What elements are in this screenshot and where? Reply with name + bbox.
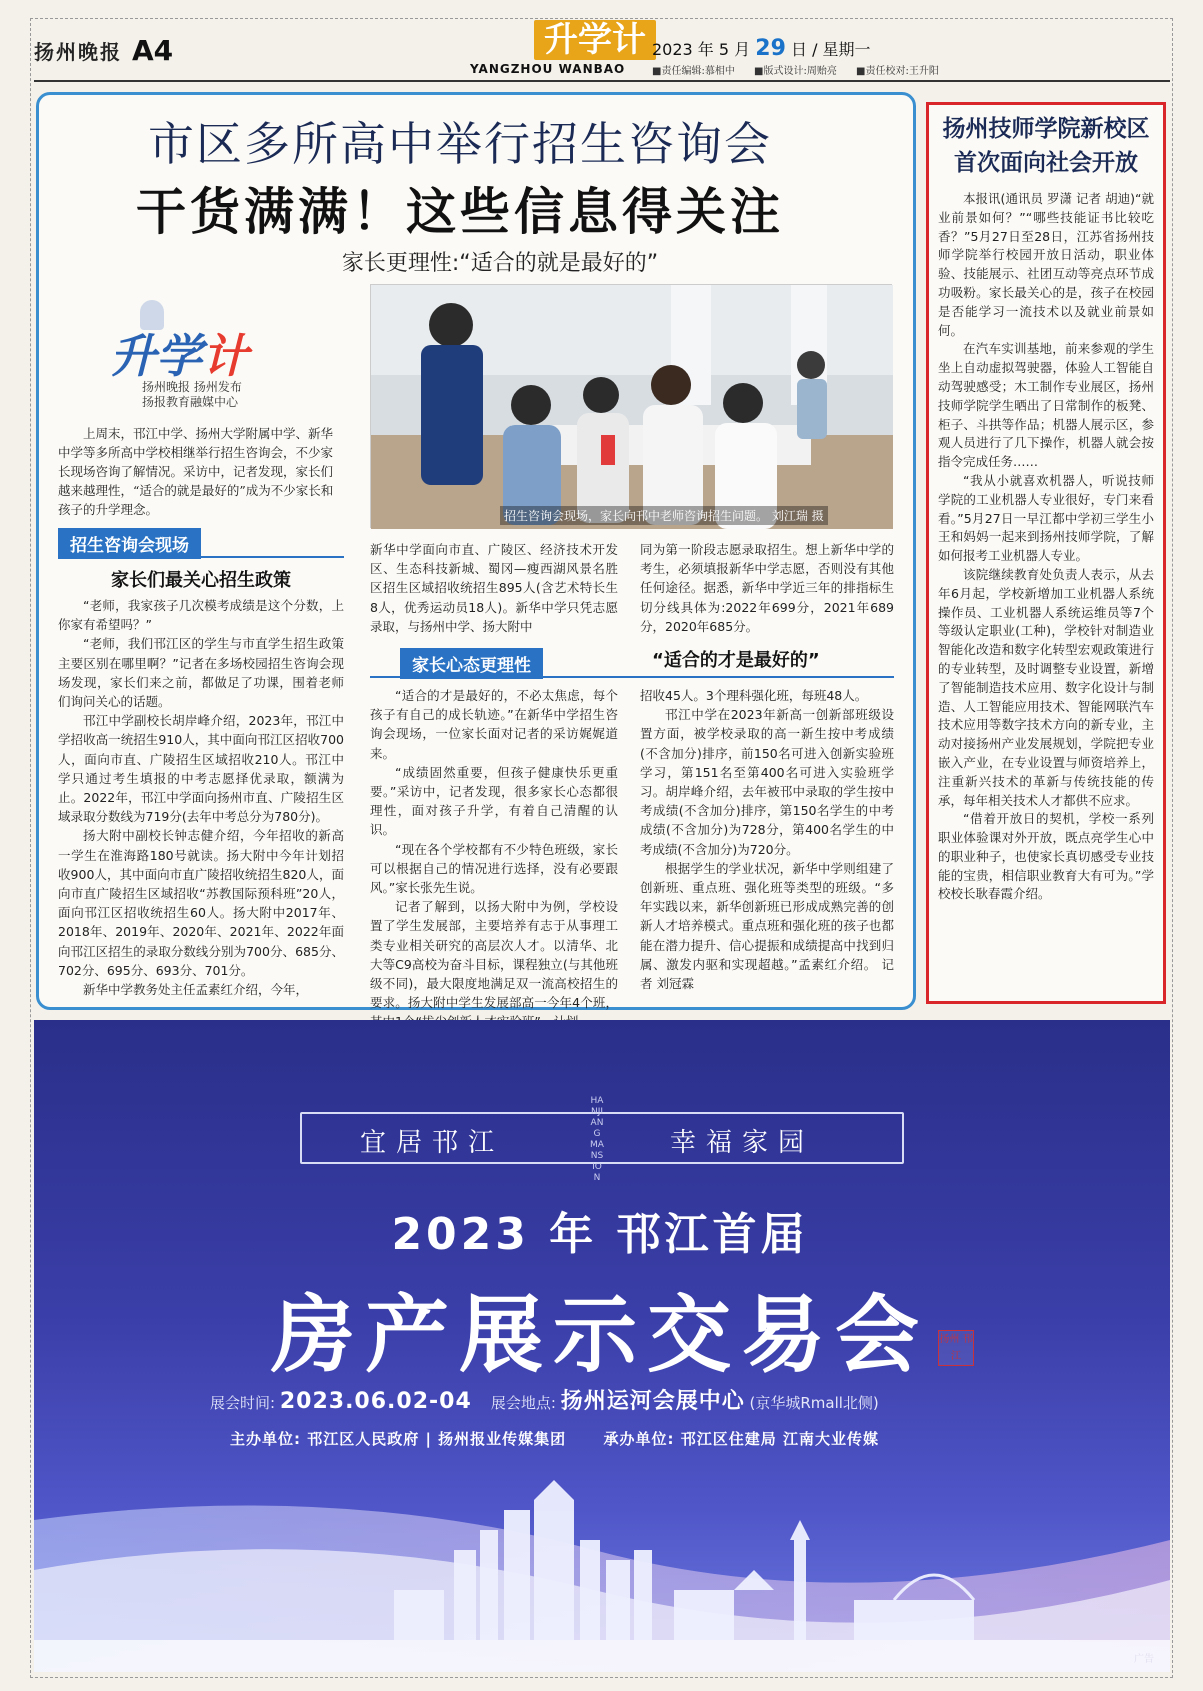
ad-organizer: 主办单位: 邗江区人民政府 | 扬州报业传媒集团 bbox=[230, 1430, 567, 1448]
issue-date bbox=[652, 36, 871, 61]
ad-label: 广告 bbox=[1134, 1654, 1154, 1665]
photo-illustration bbox=[371, 285, 893, 529]
ad-time-label: 展会时间: bbox=[210, 1394, 276, 1412]
paragraph: 邗江中学副校长胡岸峰介绍，2023年，邗江中学招收高一统招生910人，其中面向邗江区招收700人，面向市直、广陵招生区域招收210人。邗江中学只通过考生填报的中考志愿择优录取，额满为止。2022年，邗江中学面向扬州市直、广陵招生区域录取分数线为719分(去年中考总分为780分)。 bbox=[58, 713, 344, 825]
paragraph: 本报讯(通讯员 罗潇 记者 胡迪)“就业前景如何？”“哪些技能证书比较吃香？”5月27日至28日，江苏省扬州技师学院举行校园开放日活动，职业体验、技能展示、社团互动等亮点环节成功吸粉。家长最关心的是，孩子在校园是否能学习一流技术以及就业前景如何。 bbox=[938, 191, 1154, 338]
logo-text: 扬州晚报 bbox=[34, 40, 122, 64]
paragraph: 记者了解到，以扬大附中为例，学校设置了学生发展部，主要培养有志于从事理工类专业相关研究的高层次人才。以清华、北大等C9高校为奋斗目标，课程独立(与其他班级不同)，最大限度地满足双一流高校招生的要求。扬大附中学生发展部高一今年4个班， bbox=[370, 899, 618, 1011]
section-tag-consultation: 招生咨询会现场 bbox=[58, 528, 201, 559]
paragraph: 该院继续教育处负责人表示，从去年6月起，学校新增加工业机器人系统操作员、工业机器人系统运维员等7个等级认定职业(工种)，学校针对制造业智能化改造和数字化转型宏观政策进行的专业转型，及时调整专业设置，新增了智能制造技术应用、数字化设计与制造、人工智能应用技术、智能网联汽车技术应用等数字技术方向的新专业，主动对接扬州产业发展规划，学院把专业嵌入产业，在专业设置与师资培养上，注重新兴技术的革新与传统技能的传承，每年相关技术人才都供不应求。 bbox=[938, 566, 1154, 808]
side-article-title: 扬州技师学院新校区首次面向社会开放 bbox=[942, 116, 1150, 176]
column-name: 升学计 bbox=[534, 20, 656, 60]
paragraph: 根据学生的学业状况，新华中学则组建了创新班、重点班、强化班等类型的班级。“多年实践以来，新华创新班已形成成熟完善的创新人才培养模式。重点班和强化班的孩子也都能在潜力提升、信心提振和成绩提高中找到归属、激发内驱和实现超越。”孟素红介绍。 记者 刘冠霖 bbox=[640, 860, 894, 992]
paragraph: 扬大附中副校长钟志健介绍，今年招收的新高一学生在淮海路180号就读。扬大附中今年计划招收900人，其中面向市直广陵招收统招生820人，面向市直广陵招生区域招收“苏教国际预科班”20人，面向邗江区招收统招生60人。扬大附中2017年、2018年、2019年、2020年、2021年、2022年面向邗江区招生的录取分数线分别为700分、685分、702分、695分、693分、701分。 bbox=[58, 828, 344, 978]
staff-proofreader: ■责任校对:王升阳 bbox=[856, 66, 939, 77]
paragraph: “借着开放日的契机，学校一系列职业体验课对外开放，既点亮学生心中的职业种子，也使家长真切感受专业技能的宝贵，相信职业教育大有可为。”学校校长耿春霞介绍。 bbox=[938, 811, 1154, 902]
headline-secondary: 干货满满！这些信息得关注 bbox=[136, 182, 784, 241]
paper-english-name: YANGZHOU WANBAO bbox=[470, 62, 626, 76]
paragraph: “成绩固然重要，但孩子健康快乐更重要。”采访中，记者发现，很多家长心态都很理性，面对孩子升学，有着自己清醒的认识。 bbox=[370, 764, 618, 838]
ad-main-title: 房产展示交易会 bbox=[270, 1286, 929, 1384]
ad-event-info bbox=[210, 1384, 879, 1415]
column-logo-subtitle bbox=[142, 380, 242, 410]
paragraph: 邗江中学在2023年新高一创新部班级设置方面，被学校录取的高一新生按中考成绩(不含加分)排序，前150名可进入创新实验班学习，第151名至第400名可进入实验班学习。胡岸峰介绍，去年被邗中录取的学生按中考成绩(不含加分)排序，第150名学生的中考成绩(不含加分)为728分，第400名学生的中考成绩(不含加分)为720分。 bbox=[640, 707, 894, 857]
article-lead: 上周末，邗江中学、扬州大学附属中学、新华中学等多所高中学校相继举行招生咨询会，不少家长现场咨询了解情况。采访中，记者发现，家长们越来越理性，“适合的就是最好的”成为不少家长和孩子的升学理念。 bbox=[58, 426, 334, 517]
ad-place-label: 展会地点: bbox=[490, 1394, 556, 1412]
page-number: A4 bbox=[132, 34, 174, 67]
ad-seal: 扬州 邗江 bbox=[938, 1330, 974, 1366]
staff-editor: ■责任编辑:慕相中 bbox=[652, 66, 735, 77]
paragraph: 招收45人。3个理科强化班，每班48人。 bbox=[640, 688, 868, 703]
ad-organizers bbox=[230, 1428, 879, 1449]
masthead-rule bbox=[34, 80, 1170, 82]
newspaper-logo bbox=[34, 36, 122, 65]
paragraph: 在汽车实训基地，前来参观的学生坐上自动虚拟驾驶器，体验人工智能自动驾驶感受；木工制作专业展区，扬州技师学院学生晒出了日常制作的板凳、柜子、斗拱等作品；机器人展示区，参观人员进行了几下操作，机器人就会按指令完成任务…… bbox=[938, 341, 1154, 470]
column-logo-text-b: 计 bbox=[202, 329, 248, 383]
ad-place-note: (京华城Rmall北侧) bbox=[749, 1394, 879, 1412]
date-suffix: 日 / 星期一 bbox=[790, 40, 871, 59]
section-tag-mindset: 家长心态更理性 bbox=[400, 648, 543, 679]
staff-designer: ■版式设计:周贻亮 bbox=[754, 66, 837, 77]
logo-sub-line2: 扬报教育融媒中心 bbox=[142, 395, 239, 409]
section-quote: “适合的才是最好的” bbox=[652, 650, 820, 671]
ad-time-value: 2023.06.02-04 bbox=[279, 1389, 472, 1414]
column-logo-text-a: 升学 bbox=[110, 329, 202, 383]
paragraph: 同为第一阶段志愿录取招生。想上新华中学的考生，必须填报新华中学志愿，否则没有其他任何途径。据悉，新华中学近三年的排指标生切分线具体为:2022年699分，2021年689分，2020年685分。 bbox=[640, 542, 894, 634]
ad-slogan-left: 宜居邗江 bbox=[360, 1128, 505, 1158]
ad-skyline-illustration bbox=[34, 1480, 1170, 1672]
section-subtitle: 家长们最关心招生政策 bbox=[111, 570, 291, 591]
ad-slogan-right: 幸福家园 bbox=[670, 1128, 815, 1158]
section-rule bbox=[370, 676, 894, 678]
paragraph: 新华中学教务处主任孟素红介绍，今年， bbox=[83, 982, 309, 998]
section-rule bbox=[58, 556, 344, 558]
logo-sub-line1: 扬州晚报 扬州发布 bbox=[142, 380, 242, 394]
paragraph: “现在各个学校都有不少特色班级，家长可以根据自己的情况进行选择，没有必要跟风。”家长张先生说。 bbox=[370, 841, 618, 896]
staff-credits bbox=[652, 62, 955, 77]
ad-year-line: 2023 年 邗江首届 bbox=[391, 1209, 809, 1260]
subheadline: 家长更理性:“适合的就是最好的” bbox=[341, 251, 659, 276]
paragraph: “适合的才是最好的，不必太焦虑，每个孩子有自己的成长轨迹。”在新华中学招生咨询会现场，一位家长面对记者的采访娓娓道来。 bbox=[370, 688, 618, 761]
column-logo bbox=[110, 320, 248, 386]
article-photo bbox=[370, 284, 892, 528]
side-article-body bbox=[938, 190, 1154, 996]
headline-main: 市区多所高中举行招生咨询会 bbox=[148, 117, 772, 171]
paragraph: 新华中学面向市直、广陵区、经济技术开发区、生态科技新城、蜀冈—瘦西湖风景名胜区招生区域招收统招生895人(含艺术特长生8人，优秀运动员18人)。新华中学只凭志愿录取，与扬州中学、扬大附中 bbox=[370, 542, 618, 634]
ad-co-organizer: 承办单位: 邗江区住建局 江南大业传媒 bbox=[603, 1430, 879, 1448]
article-column-c bbox=[640, 540, 894, 636]
paragraph: “老师，我家孩子几次模考成绩是这个分数，上你家有希望吗？” bbox=[58, 598, 344, 633]
paragraph: “我从小就喜欢机器人，听说技师学院的工业机器人专业很好，专门来看看。”5月27日一早江都中学初三学生小王和妈妈一起来到扬州技师学院，了解如何报考工业机器人专业。 bbox=[938, 472, 1154, 564]
photo-caption: 招生咨询会现场，家长向邗中老师咨询招生问题。 刘江瑞 摄 bbox=[500, 506, 828, 525]
article-column-a bbox=[58, 596, 344, 1000]
ad-vertical-text: HANJIANG MANSION bbox=[590, 1096, 604, 1183]
article-column-e bbox=[640, 686, 894, 1002]
ad-place-value: 扬州运河会展中心 bbox=[560, 1389, 745, 1414]
date-prefix: 2023 年 5 月 bbox=[652, 40, 751, 59]
paragraph: “老师，我们邗江区的学生与市直学生招生政策主要区别在哪里啊？”记者在多场校园招生咨询会现场发现，家长们来之前，都做足了功课，围着老师们询问关心的话题。 bbox=[58, 636, 344, 710]
article-column-d bbox=[370, 686, 618, 1011]
date-day: 29 bbox=[755, 36, 786, 61]
article-column-b bbox=[370, 540, 618, 636]
